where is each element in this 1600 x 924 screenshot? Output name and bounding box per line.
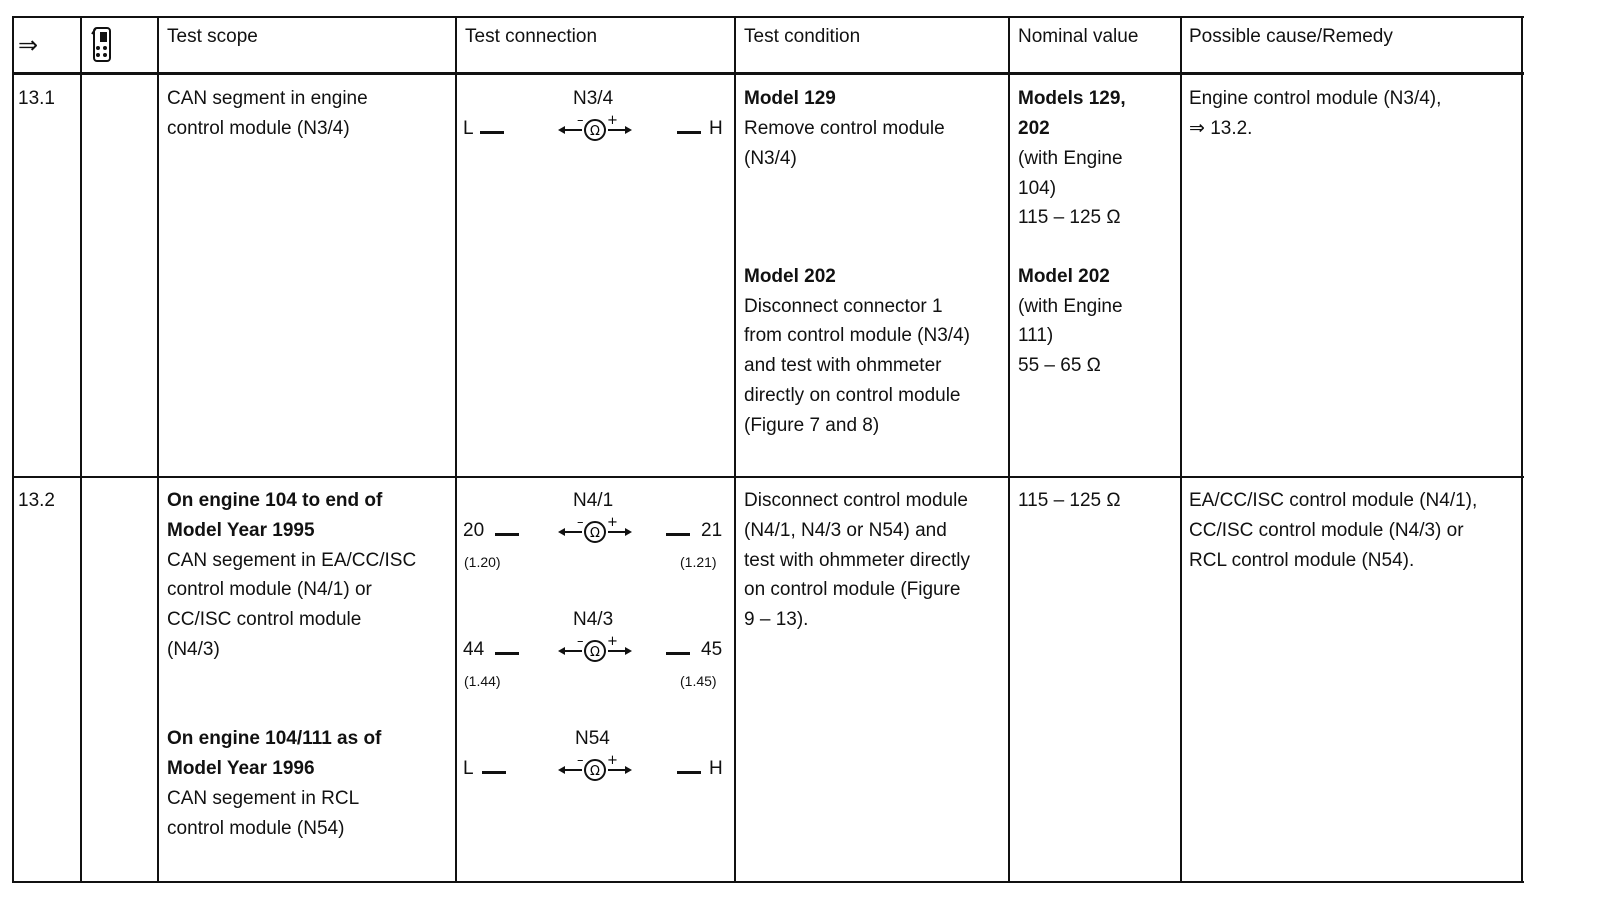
header-test-condition: Test condition: [744, 26, 861, 47]
svg-text:Ω: Ω: [590, 124, 600, 139]
header-possible-cause: Possible cause/Remedy: [1189, 26, 1393, 47]
nominal-line: (with Engine: [1018, 296, 1123, 317]
step-number: 13.1: [18, 88, 55, 109]
svg-text:+: +: [607, 754, 618, 768]
header-test-scope: Test scope: [167, 26, 258, 47]
condition-line: on control module (Figure: [744, 579, 961, 600]
test-device-icon: [90, 24, 114, 70]
test-scope-line: CAN segement in EA/CC/ISC: [167, 550, 417, 571]
nominal-value: 115 – 125 Ω: [1018, 490, 1121, 511]
pin-right: 45: [701, 639, 723, 660]
svg-text:–: –: [577, 754, 584, 768]
nominal-line: 111): [1018, 325, 1054, 346]
pin-left-dash: [495, 533, 519, 536]
nominal-line: (with Engine: [1018, 148, 1123, 169]
nominal-value: 55 – 65 Ω: [1018, 355, 1101, 376]
pin-right-dash: [666, 533, 690, 536]
pin-left-dash: [495, 652, 519, 655]
pin-left-sub: (1.20): [464, 554, 501, 570]
pin-right: 21: [701, 520, 723, 541]
test-scope-line: control module (N4/1) or: [167, 579, 372, 600]
nominal-title: 202: [1018, 118, 1050, 139]
condition-title: Model 202: [744, 266, 836, 287]
test-scope-line: CAN segement in RCL: [167, 788, 360, 809]
condition-line: from control module (N3/4): [744, 325, 970, 346]
header-test-connection: Test connection: [465, 26, 598, 47]
svg-text:–: –: [577, 516, 584, 530]
svg-text:–: –: [577, 635, 584, 649]
svg-text:+: +: [607, 114, 618, 128]
cause-line: CC/ISC control module (N4/3) or: [1189, 520, 1464, 541]
cause-link[interactable]: ⇒ 13.2.: [1189, 118, 1253, 139]
pin-left-dash: [482, 771, 506, 774]
test-scope-line: CAN segment in engine: [167, 88, 368, 109]
test-scope-line: control module (N3/4): [167, 118, 350, 139]
pin-left-sub: (1.44): [464, 673, 501, 689]
cause-line: RCL control module (N54).: [1189, 550, 1415, 571]
condition-line: Disconnect control module: [744, 490, 968, 511]
condition-line: and test with ohmmeter: [744, 355, 942, 376]
nominal-value: 115 – 125 Ω: [1018, 207, 1121, 228]
cause-line: Engine control module (N3/4),: [1189, 88, 1442, 109]
pin-left: L: [463, 758, 474, 779]
svg-text:–: –: [577, 114, 584, 128]
pin-right: H: [709, 758, 723, 779]
pin-right: H: [709, 118, 723, 139]
arrow-icon: ⇒: [18, 32, 39, 59]
module-label: N4/3: [573, 609, 614, 630]
header-nominal-value: Nominal value: [1018, 26, 1139, 47]
ohmmeter-icon: [558, 635, 632, 671]
ohmmeter-icon: [558, 754, 632, 790]
pin-left: L: [463, 118, 474, 139]
test-scope-line: control module (N54): [167, 818, 345, 839]
module-label: N3/4: [573, 88, 614, 109]
pin-right-sub: (1.45): [680, 673, 717, 689]
condition-line: 9 – 13).: [744, 609, 809, 630]
ohmmeter-icon: [558, 114, 632, 150]
pin-left-dash: [480, 131, 504, 134]
pin-right-sub: (1.21): [680, 554, 717, 570]
condition-line: (Figure 7 and 8): [744, 415, 880, 436]
svg-text:+: +: [607, 635, 618, 649]
svg-text:+: +: [607, 516, 618, 530]
test-scope-line: CC/ISC control module: [167, 609, 362, 630]
scope-title: On engine 104/111 as of: [167, 728, 382, 749]
scope-title: Model Year 1996: [167, 758, 315, 779]
pin-left: 44: [463, 639, 485, 660]
condition-line: test with ohmmeter directly: [744, 550, 970, 571]
condition-line: Disconnect connector 1: [744, 296, 943, 317]
cause-line: EA/CC/ISC control module (N4/1),: [1189, 490, 1478, 511]
pin-right-dash: [677, 131, 701, 134]
module-label: N54: [575, 728, 610, 749]
condition-line: (N4/1, N4/3 or N54) and: [744, 520, 947, 541]
svg-text:Ω: Ω: [590, 764, 600, 779]
pin-left: 20: [463, 520, 485, 541]
condition-line: Remove control module: [744, 118, 945, 139]
test-scope-line: (N4/3): [167, 639, 220, 660]
ohmmeter-icon: [558, 516, 632, 552]
condition-line: (N3/4): [744, 148, 797, 169]
nominal-title: Model 202: [1018, 266, 1110, 287]
scope-title: On engine 104 to end of: [167, 490, 383, 511]
svg-text:Ω: Ω: [590, 526, 600, 541]
svg-text:Ω: Ω: [590, 645, 600, 660]
nominal-line: 104): [1018, 178, 1057, 199]
module-label: N4/1: [573, 490, 614, 511]
nominal-title: Models 129,: [1018, 88, 1126, 109]
scope-title: Model Year 1995: [167, 520, 315, 541]
condition-line: directly on control module: [744, 385, 961, 406]
pin-right-dash: [677, 771, 701, 774]
step-number: 13.2: [18, 490, 55, 511]
pin-right-dash: [666, 652, 690, 655]
condition-title: Model 129: [744, 88, 836, 109]
